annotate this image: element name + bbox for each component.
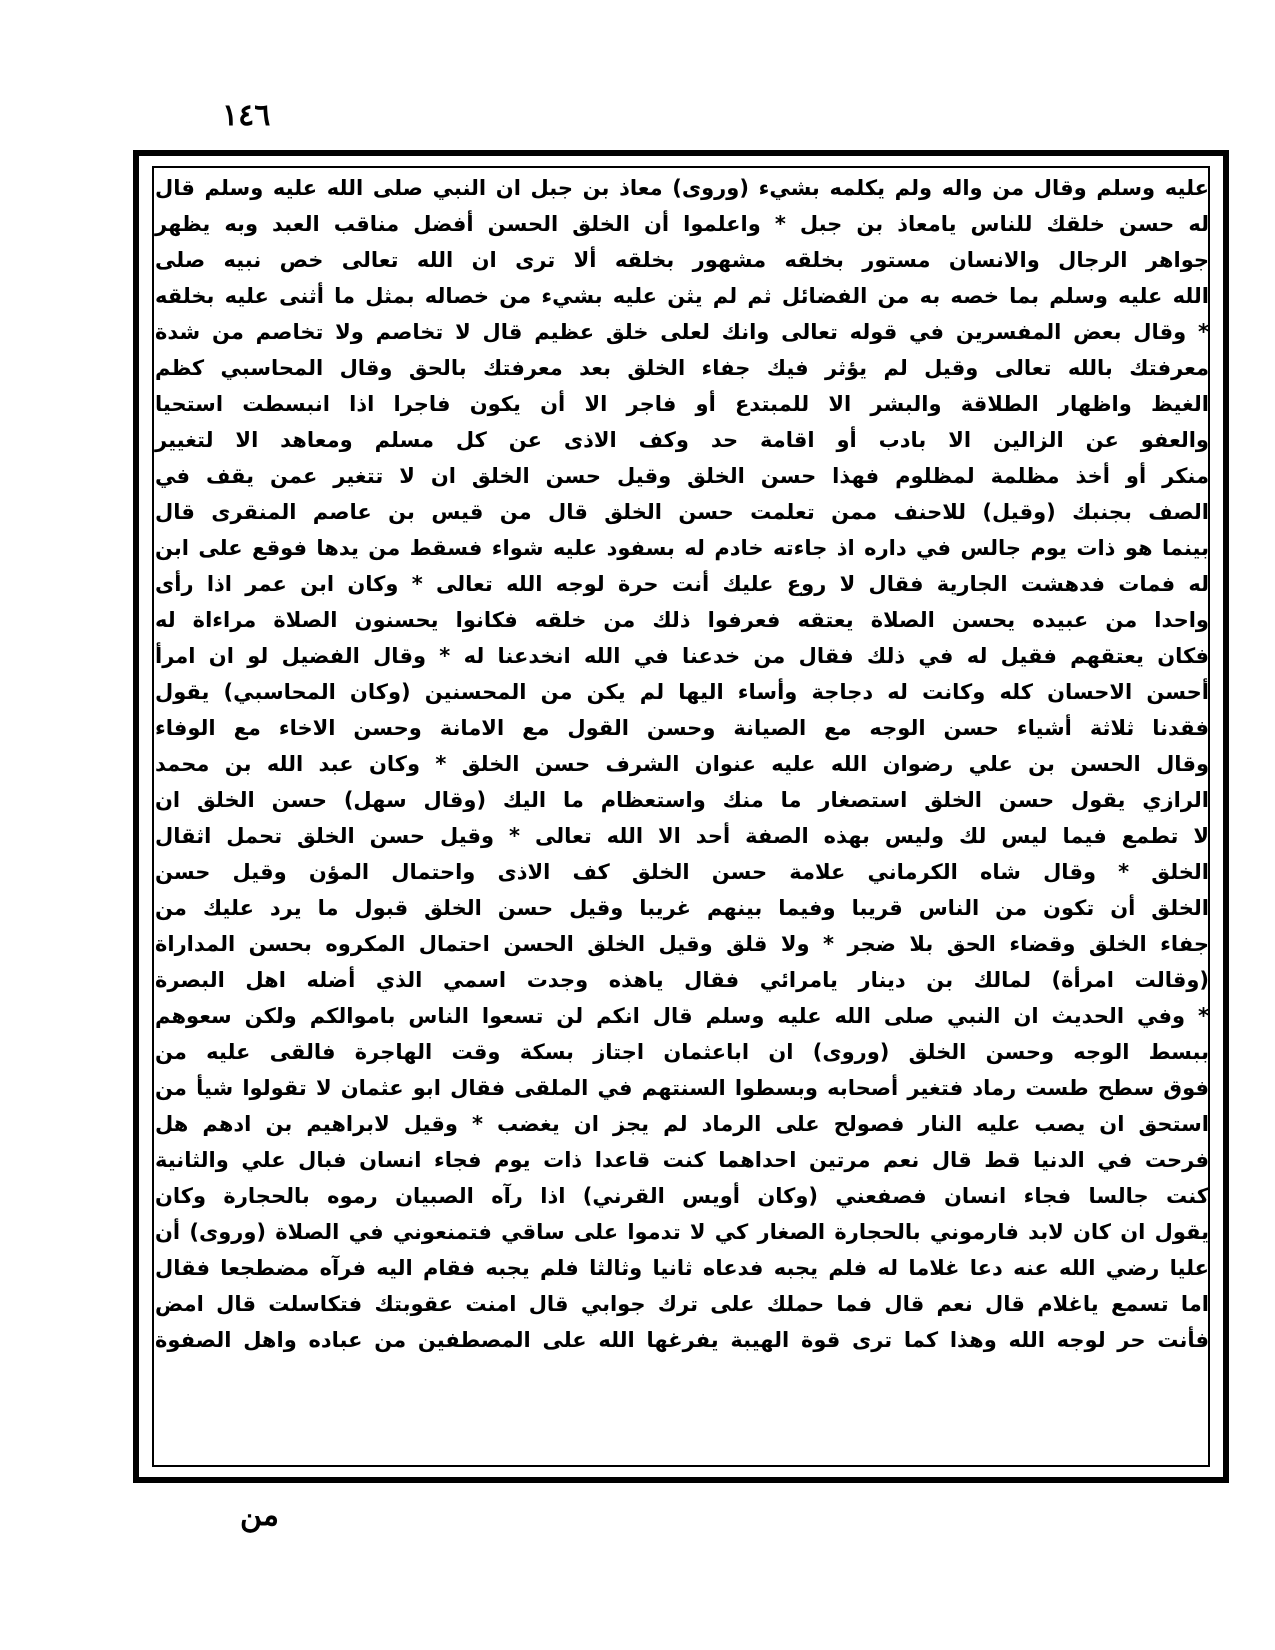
text-line: واحدا من عبيده يحسن الصلاة يعتقه فعرفوا ذلك من خلقه فكانوا يحسنون الصلاة مراءاة له (155, 608, 1209, 632)
text-line: الصف بجنبك (وقيل) للاحنف ممن تعلمت حسن الخلق قال من قيس بن عاصم المنقرى قال (155, 500, 1209, 524)
text-line: * وفي الحديث ان النبي صلى الله عليه وسلم قال انكم لن تسعوا الناس باموالكم ولكن سعوهم (155, 1004, 1209, 1028)
text-line: معرفتك بالله تعالى وقيل لم يؤثر فيك جفاء الخلق بعد معرفتك بالحق وقال المحاسبي كظم (155, 356, 1209, 380)
text-line: والعفو عن الزالين الا بادب أو اقامة حد وكف الاذى عن كل مسلم ومعاهد الا لتغيير (155, 428, 1209, 452)
text-line: استحق ان يصب عليه النار فصولح على الرماد لم يجز ان يغضب * وقيل لابراهيم بن ادهم هل (155, 1112, 1209, 1136)
text-line: فكان يعتقهم فقيل له في ذلك فقال من خدعنا في الله انخدعنا له * وقال الفضيل لو ان امرأ (155, 644, 1209, 668)
text-line: بينما هو ذات يوم جالس في داره اذ جاءته خادم له بسفود عليه شواء فسقط من يدها فوقع على ابن (155, 536, 1209, 560)
text-line: يقول ان كان لابد فارموني بالحجارة الصغار كي لا تدموا على ساقي فتمنعوني في الصلاة (وروى) أن (155, 1220, 1209, 1244)
text-line: أحسن الاحسان كله وكانت له دجاجة وأساء اليها لم يكن من المحسنين (وكان المحاسبي) يقول (155, 680, 1209, 704)
text-line: الله عليه وسلم بما خصه به من الفضائل ثم لم يثن عليه بشيء من خصاله بمثل ما أثنى عليه بخلقه (155, 284, 1209, 308)
text-line: الرازي يقول حسن الخلق استصغار ما منك واستعظام ما اليك (وقال سهل) حسن الخلق ان (155, 788, 1209, 812)
text-line: له فمات فدهشت الجارية فقال لا روع عليك أنت حرة لوجه الله تعالى * وكان ابن عمر اذا رأى (155, 572, 1209, 596)
text-line: جواهر الرجال والانسان مستور بخلقه مشهور بخلقه ألا ترى ان الله تعالى خص نبيه صلى (155, 248, 1209, 272)
text-line: ببسط الوجه وحسن الخلق (وروى) ان اباعثمان اجتاز بسكة وقت الهاجرة فالقى عليه من (155, 1040, 1209, 1064)
text-line: وقال الحسن بن علي رضوان الله عليه عنوان الشرف حسن الخلق * وكان عبد الله بن محمد (155, 752, 1209, 776)
text-line: اما تسمع ياغلام قال نعم قال فما حملك على ترك جوابي قال امنت عقوبتك فتكاسلت قال امض (155, 1292, 1209, 1316)
text-line: فرحت في الدنيا قط قال نعم مرتين احداهما كنت قاعدا ذات يوم فجاء انسان فبال علي والثانية (155, 1148, 1209, 1172)
page-number: ١٤٦ (222, 98, 271, 133)
text-line: له حسن خلقك للناس يامعاذ بن جبل * واعلموا أن الخلق الحسن أفضل مناقب العبد وبه يظهر (155, 212, 1209, 236)
text-line: لا تطمع فيما ليس لك وليس بهذه الصفة أحد الا الله تعالى * وقيل حسن الخلق تحمل اثقال (155, 824, 1209, 848)
text-line: * وقال بعض المفسرين في قوله تعالى وانك لعلى خلق عظيم قال لا تخاصم ولا تخاصم من شدة (155, 320, 1209, 344)
text-line: كنت جالسا فجاء انسان فصفعني (وكان أويس القرني) اذا رآه الصبيان رموه بالحجارة وكان (155, 1184, 1209, 1208)
text-line: الخلق أن تكون من الناس قريبا وفيما بينهم غريبا وقيل حسن الخلق قبول ما يرد عليك من (155, 896, 1209, 920)
text-line: منكر أو أخذ مظلمة لمظلوم فهذا حسن الخلق وقيل حسن الخلق ان لا تتغير عمن يقف في (155, 464, 1209, 488)
text-line: (وقالت امرأة) لمالك بن دينار يامرائي فقال ياهذه وجدت اسمي الذي أضله اهل البصرة (155, 968, 1209, 992)
text-line: فوق سطح طست رماد فتغير أصحابه وبسطوا السنتهم في الملقى فقال ابو عثمان لا تقولوا شيأ من (155, 1076, 1209, 1100)
text-block (149, 170, 1215, 1466)
text-line: فأنت حر لوجه الله وهذا كما ترى قوة الهيبة يفرغها الله على المصطفين من عباده واهل الصفوة (155, 1328, 1209, 1352)
text-line: فقدنا ثلاثة أشياء حسن الوجه مع الصيانة وحسن القول مع الامانة وحسن الاخاء مع الوفاء (155, 716, 1209, 740)
text-line: عليه وسلم وقال من واله ولم يكلمه بشيء (وروى) معاذ بن جبل ان النبي صلى الله عليه وسلم قال (155, 176, 1209, 200)
text-line: الخلق * وقال شاه الكرماني علامة حسن الخلق كف الاذى واحتمال المؤن وقيل حسن (155, 860, 1209, 884)
catchword: من (240, 1498, 279, 1533)
text-line: الغيظ واظهار الطلاقة والبشر الا للمبتدع أو فاجر الا أن يكون فاجرا اذا انبسطت استحيا (155, 392, 1209, 416)
text-line: عليا رضي الله عنه دعا غلاما له فلم يجبه فدعاه ثانيا وثالثا فلم يجبه فقام اليه فرآه مضطجعا فقال (155, 1256, 1209, 1280)
text-line: جفاء الخلق وقضاء الحق بلا ضجر * ولا قلق وقيل الخلق الحسن احتمال المكروه بحسن المداراة (155, 932, 1209, 956)
